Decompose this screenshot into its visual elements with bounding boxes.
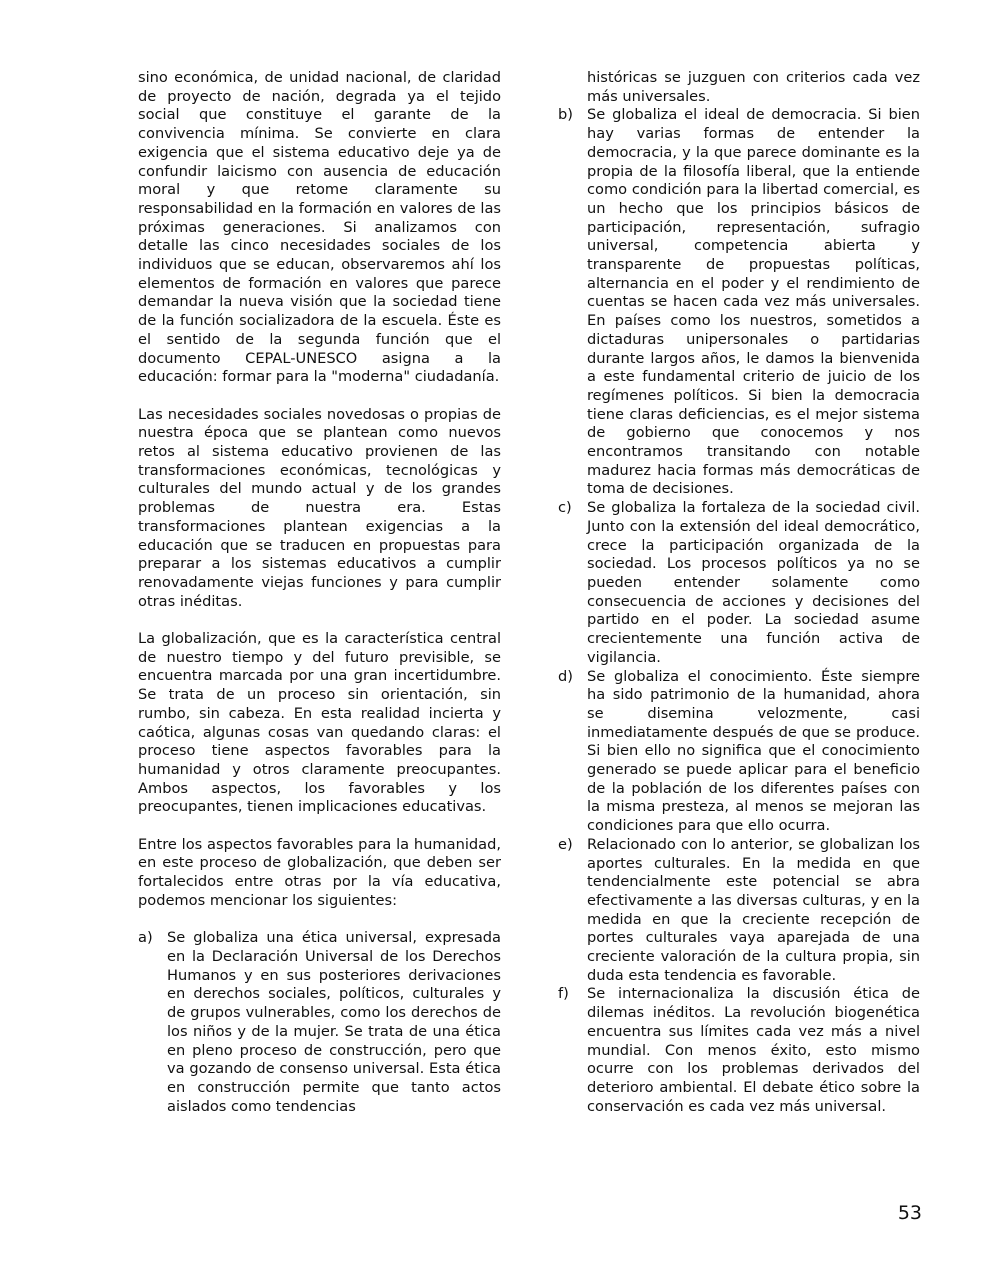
paragraph: Entre los aspectos favorables para la humanidad, en este proceso de globalización, que deben ser fortalecidos entre otras por la vía educativa, podemos mencionar los siguientes: (138, 835, 501, 909)
list-marker: b) (558, 106, 573, 124)
list-item-text: Se globaliza una ética universal, expresada en la Declaración Universal de los Derechos Humanos y en sus posteriores derivaciones en derechos sociales, políticos, culturales y de grupos vulnerables, como los derechos de los niños y de la mujer. Se trata de una ética en pleno proceso de construcción, pero que va gozando de consenso universal. Esta ética en construcción permite que tanto actos aislados como tendencias (167, 929, 501, 1115)
list-marker: f) (558, 985, 569, 1003)
list-item-text: Se globaliza el ideal de democracia. Si bien hay varias formas de entender la democracia, y la que parece dominante es la propia de la filosofía liberal, que la entiende como condición para la libertad comercial, es un hecho que los principios básicos de participación, representación, sufragio universal, competencia abierta y transparente de propuestas políticas, alternancia en el poder y el rendimiento de cuentas se hacen cada vez más universales. En países como los nuestros, sometidos a dictaduras unipersonales o partidarias durante largos años, le damos la bienvenida a este fundamental criterio de juicio de los regímenes políticos. Si bien la democracia tiene claras deficiencias, es el mejor sistema de gobierno que conocemos y nos encontramos transitando con notable madurez hacia formas más democráticas de toma de decisiones. (587, 106, 920, 498)
left-column (138, 69, 501, 1116)
list-marker: e) (558, 835, 573, 853)
list-item-e (558, 836, 920, 986)
list-item-c (558, 499, 920, 667)
list-item-b (558, 106, 920, 499)
paragraph: Las necesidades sociales novedosas o propias de nuestra época que se plantean como nuevos retos al sistema educativo provienen de las transformaciones económicas, tecnológicas y culturales del mundo actual y de los grandes problemas de nuestra era. Estas transformaciones plantean exigencias a la educación que se traducen en propuestas para preparar a los sistemas educativos a cumplir renovadamente viejas funciones y para cumplir otras inéditas. (138, 405, 501, 610)
list-item-text: Se globaliza la fortaleza de la sociedad civil. Junto con la extensión del ideal democrático, crece la participación organizada de la sociedad. Los procesos políticos ya no se pueden entender solamente como consecuencia de acciones y decisiones del partido en el poder. La sociedad asume crecientemente una función activa de vigilancia. (587, 499, 920, 666)
list-marker: a) (138, 929, 153, 947)
list-marker: c) (558, 499, 572, 517)
right-column (558, 69, 920, 1116)
paragraph: sino económica, de unidad nacional, de claridad de proyecto de nación, degrada ya el tejido social que constituye el garante de la convivencia mínima. Se convierte en clara exigencia que el sistema educativo deje ya de confundir laicismo con ausencia de educación moral y que retome claramente su responsabilidad en la formación en valores de las próximas generaciones. Si analizamos con detalle las cinco necesidades sociales de los individuos que se educan, observaremos ahí los elementos de formación en valores que parece demandar la nueva visión que la sociedad tiene de la función socializadora de la escuela. Éste es el sentido de la segunda función que el documento CEPAL-UNESCO asigna a la educación: formar para la "moderna" ciudadanía. (138, 69, 501, 386)
list-marker: d) (558, 667, 573, 685)
list-item-text: Se internacionaliza la discusión ética de dilemas inéditos. La revolución biogenética encuentra sus límites cada vez más a nivel mundial. Con menos éxito, esto mismo ocurre con los problemas derivados del deterioro ambiental. El debate ético sobre la conservación es cada vez más universal. (587, 985, 920, 1115)
list-item-text: Se globaliza el conocimiento. Éste siempre ha sido patrimonio de la humanidad, ahora se disemina velozmente, casi inmediatamente después de que se produce. Si bien ello no significa que el conocimiento generado se puede aplicar para el beneficio de la población de los diferentes países con la misma presteza, al menos se mejoran las condiciones para que ello ocurra. (587, 667, 920, 835)
list-item-continuation: históricas se juzguen con criterios cada vez más universales. (587, 69, 920, 105)
list-item-a (138, 929, 501, 1116)
list-item-f (558, 985, 920, 1116)
paragraph: La globalización, que es la característica central de nuestro tiempo y del futuro previsible, se encuentra marcada por una gran incertidumbre. Se trata de un proceso sin orientación, sin rumbo, sin cabeza. En esta realidad incierta y caótica, algunas cosas van quedando claras: el proceso tiene aspectos favorables para la humanidad y otros claramente preocupantes. Ambos aspectos, los favorables y los preocupantes, tienen implicaciones educativas. (138, 630, 501, 816)
list-item-d (558, 668, 920, 836)
list-item-text: Relacionado con lo anterior, se globalizan los aportes culturales. En la medida en que tendencialmente este potencial se abra efectivamente a las diversas culturas, y en la medida en que la creciente recepción de portes culturales vaya aparejada de una creciente valoración de la cultura propia, sin duda esta tendencia es favorable. (587, 835, 920, 984)
page-number: 53 (897, 1202, 922, 1224)
